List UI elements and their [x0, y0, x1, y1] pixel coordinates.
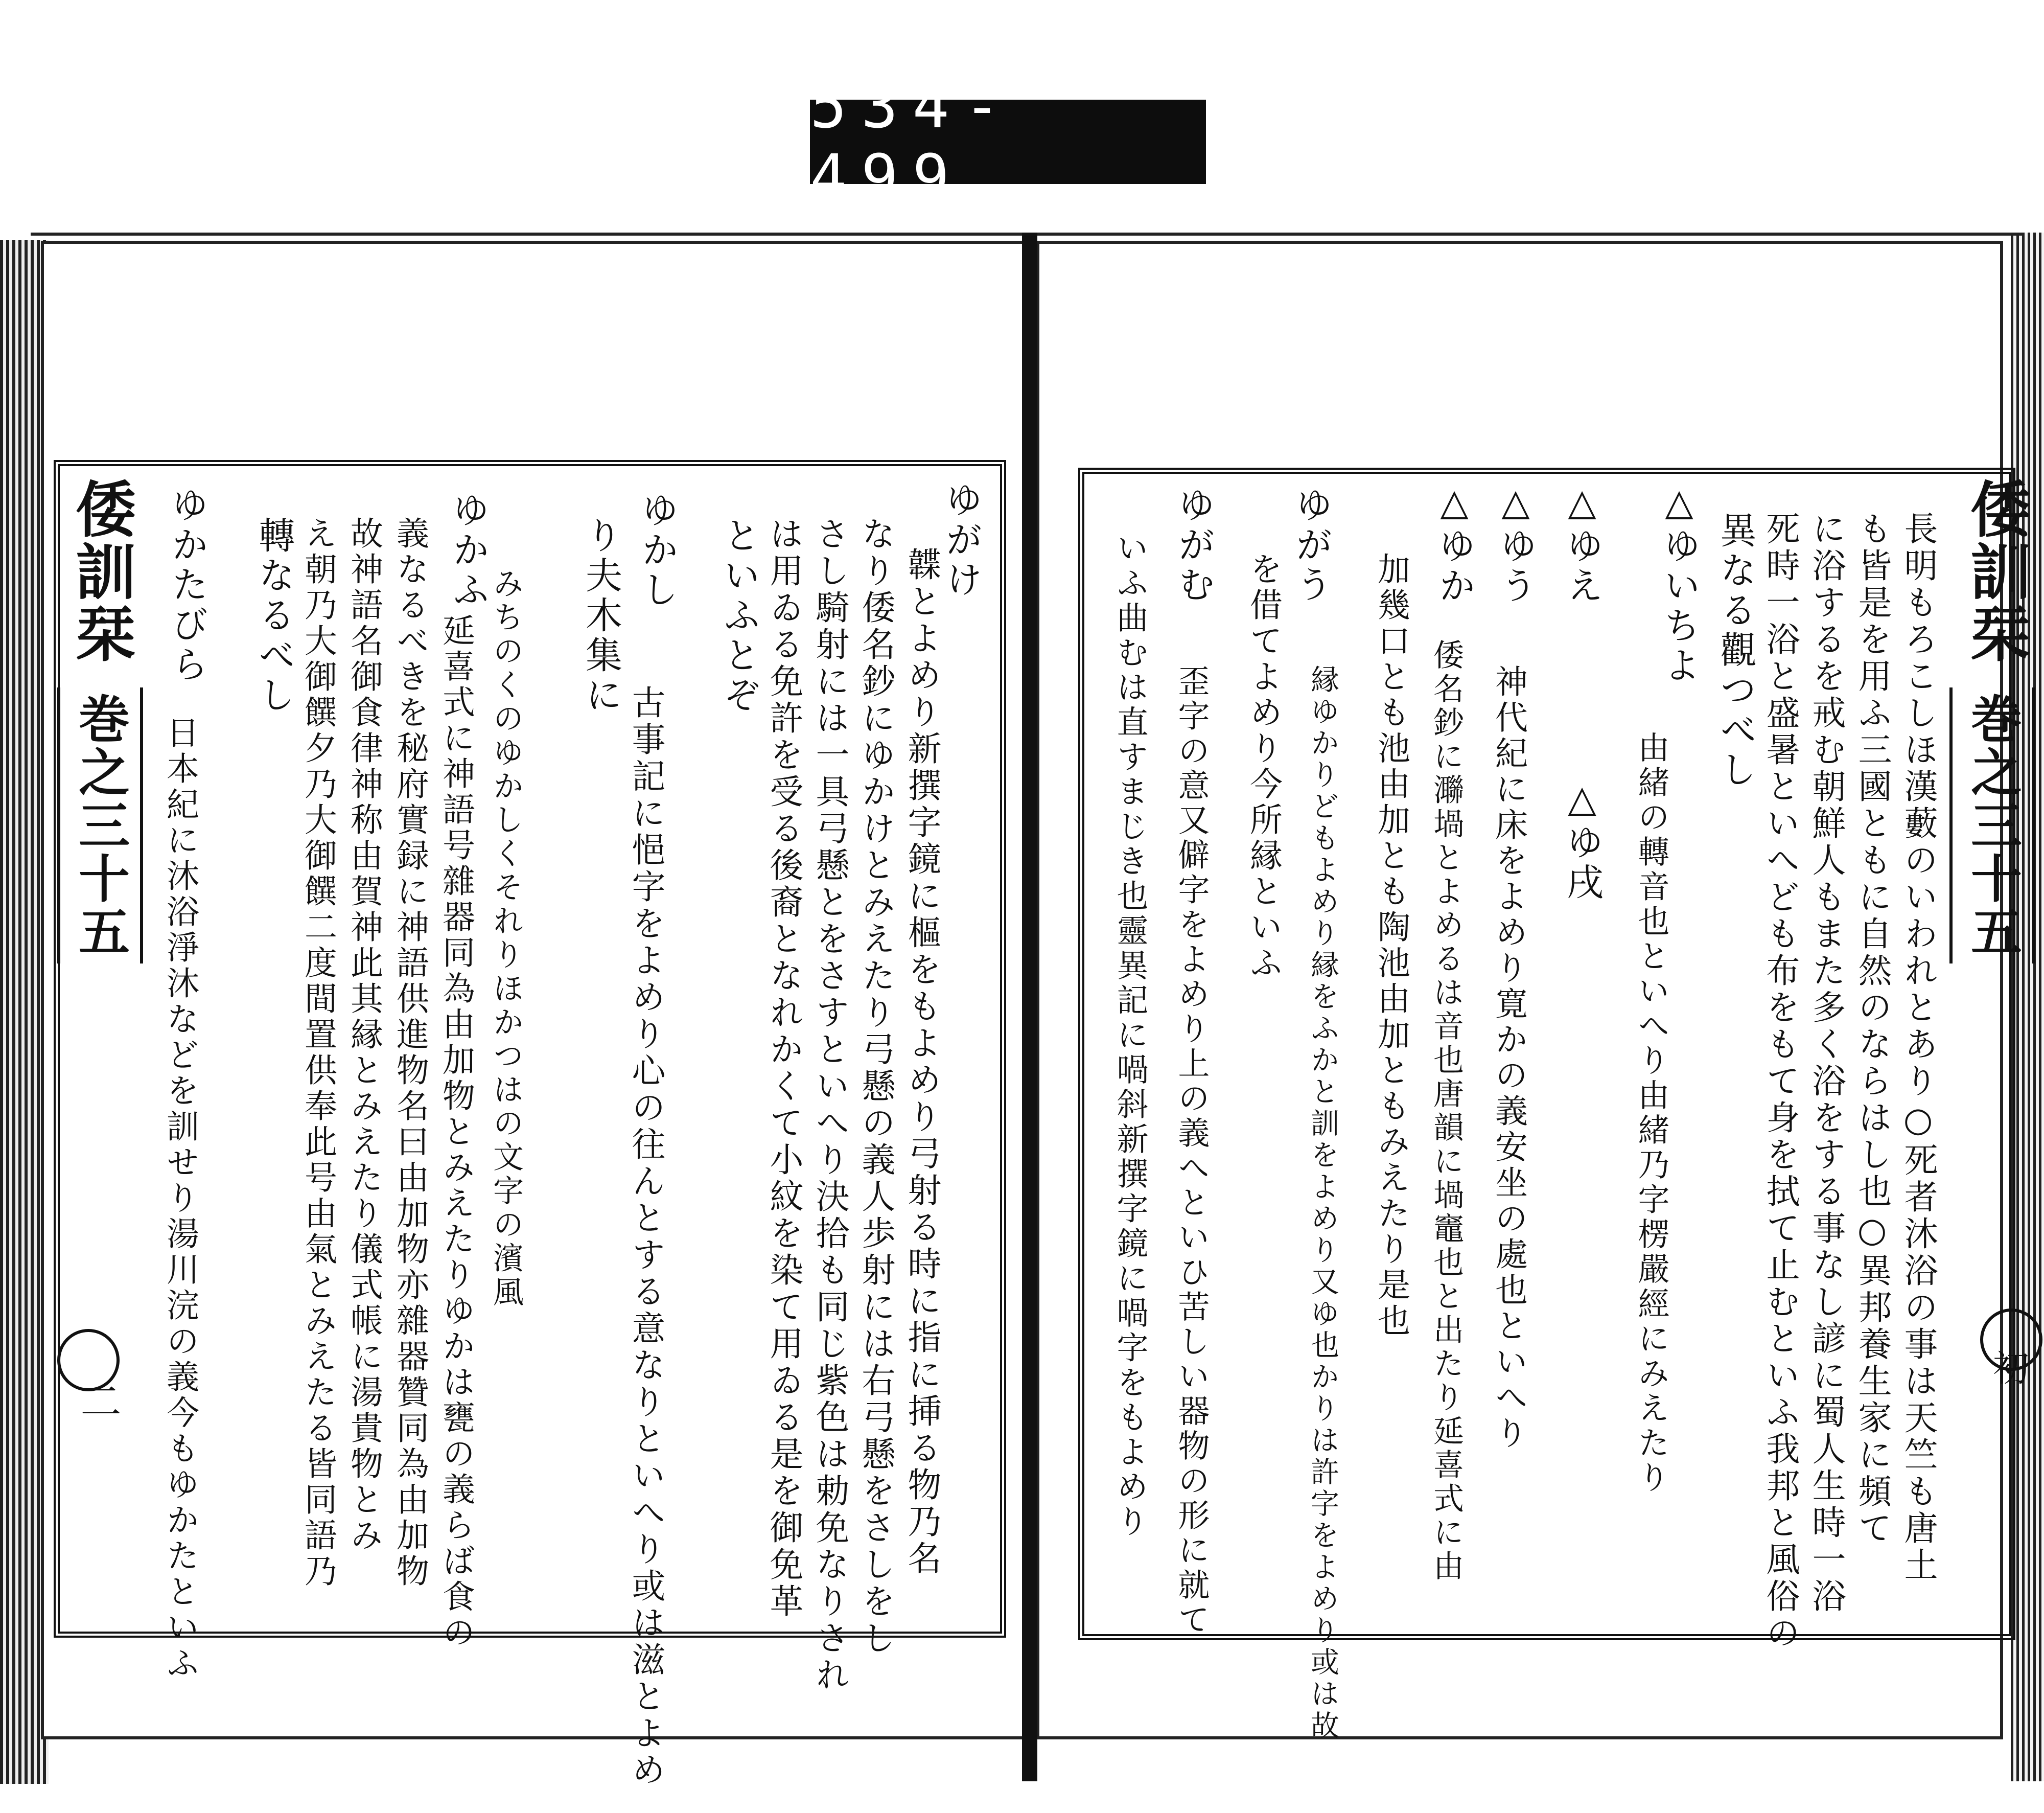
left-col-10: みちのくのゆかしくそれりほかつはの文字の濱風	[488, 567, 524, 1310]
left-book-title: 倭訓栞	[65, 478, 136, 665]
right-col-11: 神代紀に床をよめり寛かの義安坐の處也といへり	[1490, 664, 1527, 1452]
left-volume-box	[57, 687, 143, 963]
right-side-title	[1952, 478, 2039, 665]
left-col-1: ゆがけ	[940, 480, 983, 600]
left-col-5: は用ゐる免許を受る後裔となれかくて小紋を染て用ゐる是を御免革	[764, 516, 803, 1620]
left-col-17: ゆかたびら	[166, 486, 208, 685]
left-col-11: ゆかふ	[447, 491, 490, 610]
left-col-18: 日本紀に沐浴淨沐などを訓せり湯川浣の義今もゆかたといふ	[161, 716, 199, 1682]
left-folio-number: 二	[74, 1380, 121, 1424]
right-small-mark: △ゆ戌	[1561, 777, 1604, 903]
right-col-8: △ゆえ	[1561, 480, 1604, 606]
right-volume-label: 巻之三十五	[1962, 693, 2023, 958]
right-volume-box	[1949, 687, 2035, 963]
right-col-3: に浴するを戒む朝鮮人もまた多く浴をする事なし諺に蜀人生時一浴	[1806, 511, 1846, 1615]
right-col-6: △ゆいちよ	[1658, 480, 1701, 686]
left-col-8: 古事記に悒字をよめり心の往んとする意なりといへり或は滋とよめ	[626, 685, 665, 1789]
left-col-9: り夫木集に	[579, 516, 622, 716]
right-col-15: 縁ゆかりどもよめり縁をふかと訓をよめり又ゆ也かりは許字をよめり或は故	[1306, 664, 1339, 1742]
archive-call-number-label	[810, 71, 1206, 213]
left-col-12: 延喜式に神語号雜器同為由加物とみえたりゆかは甕の義らば食の	[437, 613, 475, 1651]
right-col-7: 由緒の轉音也といへり由緒乃字楞嚴經にみえたり	[1633, 731, 1670, 1496]
left-col-15: え朝乃大御饌夕乃大御饌二度間置供奉此号由氣とみえたる皆同語乃	[299, 516, 337, 1590]
right-col-10: △ゆか	[1433, 480, 1476, 606]
right-col-18: 歪字の意又僻字をよめり上の義へといひ苦しい器物の形に就て	[1173, 664, 1210, 1638]
left-col-7: ゆかし	[636, 491, 679, 610]
left-volume-label: 巻之三十五	[70, 693, 130, 958]
left-col-13: 義なるべきを秘府實録に神語供進物名曰由加物亦雜器贊同為由加物	[391, 516, 429, 1590]
right-col-19: いふ曲むは直すまじき也靈異記に喎斜新撰字鏡に喎字をもよめり	[1111, 532, 1149, 1540]
right-col-16: を借てよめり今所縁といふ	[1244, 552, 1282, 981]
call-number-text: 534- 499.	[810, 71, 1015, 213]
right-col-13: ゆがう	[1290, 486, 1333, 605]
left-col-16: 轉なるべし	[252, 516, 295, 716]
left-col-6: といふとぞ	[717, 516, 760, 716]
right-col-14: 加幾口とも池由加とも陶池由加ともみえたり是也	[1372, 552, 1410, 1339]
right-book-title: 倭訓栞	[1960, 478, 2031, 665]
right-col-4: 死時一浴と盛暑といへども布をもて身を拭て止むといふ我邦と風俗の	[1760, 511, 1800, 1652]
left-col-3: なり倭名鈔にゆかけとみえたり弓懸の義人歩射には右弓懸をさしをし	[856, 516, 895, 1657]
left-side-title	[57, 478, 144, 665]
right-folio-mark: 初	[1987, 1349, 2029, 1388]
right-col-17: ゆがむ	[1172, 486, 1215, 605]
right-col-1: 長明もろこしほ漢藪のいわれとあり○死者沐浴の事は天竺も唐土	[1898, 511, 1938, 1584]
left-col-4: さし騎射には一具弓懸とをさすといへり決拾も同じ紫色は勅免なりされ	[810, 516, 849, 1694]
right-col-9: △ゆう	[1494, 480, 1537, 606]
right-col-5: 異なる觀つべし	[1714, 511, 1757, 790]
book-spine-gutter	[1022, 233, 1037, 1781]
left-col-2: 韘とよめり新撰字鏡に樞をもよめり弓射る時に指に挿る物乃名	[902, 547, 941, 1577]
right-col-2: も皆是を用ふ三國ともに自然のならはし也○異邦養生家に頻て	[1852, 511, 1892, 1547]
left-col-14: 故神語名御食律神称由賀神此其縁とみえたり儀式帳に湯貴物とみ	[345, 516, 383, 1554]
right-col-12: 倭名鈔に㶌堝とよめるは音也唐韻に堝竈也と出たり延喜式に由	[1428, 639, 1464, 1583]
